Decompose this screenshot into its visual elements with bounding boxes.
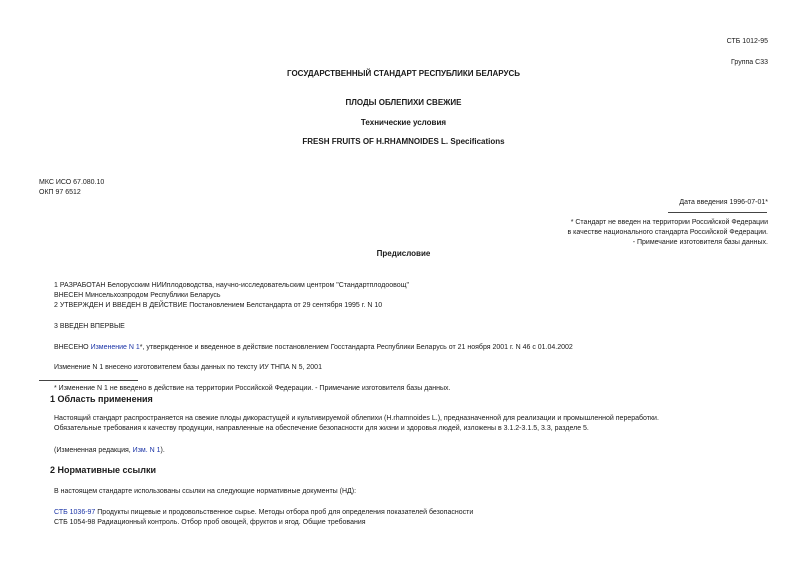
- okp-code: ОКП 97 6512: [39, 189, 81, 196]
- reference-stb-1036-text: Продукты пищевые и продовольственное сырье. Методы отбора проб для определения показателей безопасности: [95, 509, 474, 516]
- document-group: Группа С33: [731, 59, 768, 66]
- top-footnote-line-2: в качестве национального стандарта Российской Федерации.: [567, 229, 768, 236]
- amendment-footnote-divider: [39, 380, 138, 381]
- amendment-prefix: ВНЕСЕНО: [54, 344, 91, 351]
- section-2-intro: В настоящем стандарте использованы ссылки на следующие нормативные документы (НД):: [54, 488, 357, 495]
- foreword-developed: 1 РАЗРАБОТАН Белорусским НИИплодоводства, научно-исследовательским центром "Стандартплодоовощ": [54, 282, 409, 289]
- state-standard-title: ГОСУДАРСТВЕННЫЙ СТАНДАРТ РЕСПУБЛИКИ БЕЛАРУСЬ: [287, 69, 520, 78]
- section-1-paragraph-2: Обязательные требования к качеству продукции, направленные на обеспечение безопасности для жизни и здоровья людей, изложены в 3.1.2-3.1.5, 3.3, разделе 5.: [54, 425, 589, 432]
- foreword-first-introduced: 3 ВВЕДЕН ВПЕРВЫЕ: [54, 323, 125, 330]
- standard-subtitle: Технические условия: [360, 118, 447, 127]
- amendment-1-short-link[interactable]: Изм. N 1: [132, 447, 161, 454]
- standard-english-title: FRESH FRUITS OF H.RHAMNOIDES L. Specifications: [302, 137, 505, 146]
- section-1-edit-note: [54, 446, 165, 455]
- section-1-heading: 1 Область применения: [50, 394, 153, 404]
- amendment-suffix: *, утвержденное и введенное в действие постановлением Госстандарта Республики Беларусь от 21 ноября 2001 г. N 46 с 01.04.2002: [139, 344, 573, 351]
- amendment-1-link[interactable]: Изменение N 1: [90, 344, 140, 351]
- foreword-heading: Предисловие: [376, 249, 431, 258]
- reference-stb-1036: [54, 508, 473, 517]
- section-2-heading: 2 Нормативные ссылки: [50, 465, 156, 475]
- mks-code: МКС ИСО 67.080.10: [39, 179, 105, 186]
- amendment-line: [54, 343, 573, 352]
- amendment-note: Изменение N 1 внесено изготовителем базы данных по тексту ИУ ТНПА N 5, 2001: [54, 364, 322, 371]
- amendment-footnote: * Изменение N 1 не введено в действие на территории Российской Федерации. - Примечание изготовителя базы данных.: [54, 385, 451, 392]
- foreword-submitted: ВНЕСЕН Минсельхозпродом Республики Беларусь: [54, 292, 221, 299]
- reference-stb-1054: СТБ 1054-98 Радиационный контроль. Отбор проб овощей, фруктов и ягод. Общие требования: [54, 519, 366, 526]
- document-number: СТБ 1012-95: [726, 38, 768, 45]
- edit-note-suffix: ).: [160, 447, 165, 454]
- stb-1036-97-link[interactable]: СТБ 1036-97: [54, 509, 96, 516]
- intro-date: Дата введения 1996-07-01*: [679, 199, 768, 206]
- top-footnote-line-3: - Примечание изготовителя базы данных.: [632, 239, 768, 246]
- standard-name: ПЛОДЫ ОБЛЕПИХИ СВЕЖИЕ: [345, 98, 462, 107]
- foreword-approved: 2 УТВЕРЖДЕН И ВВЕДЕН В ДЕЙСТВИЕ Постановлением Белстандарта от 29 сентября 1995 г. N 10: [54, 302, 383, 309]
- section-1-paragraph-1: Настоящий стандарт распространяется на свежие плоды дикорастущей и культивируемой облепихи (H.rhamnoides L.), предназначенной для реализации и промышленной переработки.: [54, 415, 659, 422]
- edit-note-prefix: (Измененная редакция,: [54, 447, 133, 454]
- footnote-divider: [668, 212, 767, 213]
- top-footnote-line-1: * Стандарт не введен на территории Российской Федерации: [570, 219, 768, 226]
